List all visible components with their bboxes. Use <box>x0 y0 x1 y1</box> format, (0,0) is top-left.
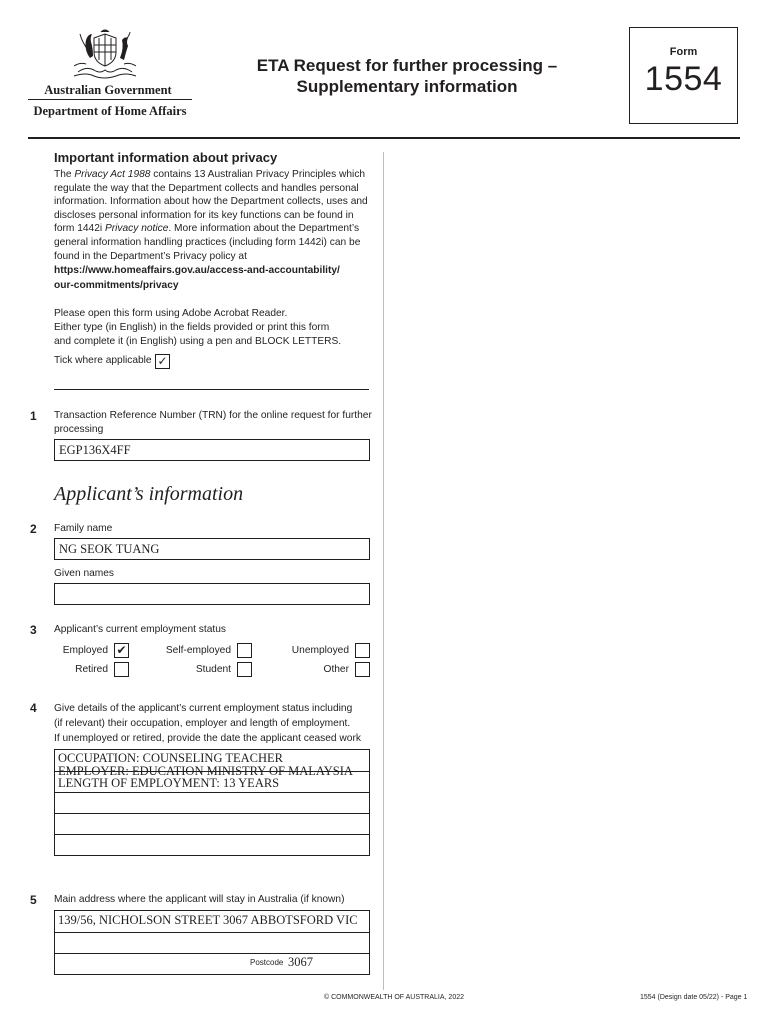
given-names-field[interactable] <box>54 583 370 605</box>
question-1-line1: Transaction Reference Number (TRN) for the online request for further <box>54 410 372 421</box>
family-name-field[interactable]: NG SEOK TUANG <box>54 538 370 560</box>
trn-field[interactable]: EGP136X4FF <box>54 439 370 461</box>
coat-of-arms-logo <box>64 28 146 82</box>
section-divider <box>54 389 369 390</box>
question-1-line2: processing <box>54 423 104 435</box>
privacy-paragraph <box>54 168 376 263</box>
form-title-line1: ETA Request for further processing – <box>256 56 558 75</box>
privacy-url-line1[interactable]: https://www.homeaffairs.gov.au/access-and-accountability/ <box>54 265 340 276</box>
student-label: Student <box>195 664 231 675</box>
question-4-number: 4 <box>30 701 37 715</box>
privacy-text-b: contains 13 Australian Privacy Principles which regulate the way that the Department collects and handles personal information. Information about how the Department collects, uses and discloses personal information for its key functions can be found in form 1442i <box>54 169 368 235</box>
postcode-label: Postcode <box>250 958 284 967</box>
instruction-line3: and complete it (in English) using a pen and BLOCK LETTERS. <box>54 335 342 347</box>
question-5-number: 5 <box>30 893 37 907</box>
privacy-notice-title: Privacy notice <box>104 223 169 235</box>
other-label: Other <box>323 664 349 675</box>
unemployed-checkbox[interactable] <box>355 643 370 658</box>
instruction-line2: Either type (in English) in the fields provided or print this form <box>54 321 330 333</box>
postcode-row[interactable] <box>55 953 369 974</box>
privacy-text-a: The <box>54 169 75 180</box>
form-instructions <box>54 307 376 348</box>
header-divider <box>28 137 740 139</box>
question-4-line1: Give details of the applicant’s current employment status including <box>54 703 353 714</box>
details-line1: OCCUPATION: COUNSELING TEACHER <box>58 751 284 765</box>
page-info: 1554 (Design date 05/22) - Page 1 <box>640 994 748 1001</box>
copyright-notice: © COMMONWEALTH OF AUSTRALIA, 2022 <box>324 994 464 1001</box>
government-name: Australian Government <box>44 83 172 97</box>
privacy-policy-link[interactable] <box>54 264 376 293</box>
privacy-url-line2[interactable]: our-commitments/privacy <box>54 279 179 291</box>
details-row[interactable] <box>55 792 369 813</box>
details-line2: EMPLOYER: EDUCATION MINISTRY OF MALAYSIA <box>58 763 353 778</box>
details-line3: LENGTH OF EMPLOYMENT: 13 YEARS <box>58 776 280 790</box>
self-employed-checkbox[interactable] <box>237 643 252 658</box>
section-title: Applicant’s information <box>54 483 244 505</box>
question-4-line3: If unemployed or retired, provide the date the applicant ceased work <box>54 733 361 744</box>
form-number: 1554 <box>644 60 723 98</box>
question-4-label <box>54 701 374 746</box>
question-2-number: 2 <box>30 522 37 536</box>
form-label: Form <box>669 46 698 58</box>
other-checkbox[interactable] <box>355 662 370 677</box>
employment-status-label: Applicant’s current employment status <box>54 624 226 635</box>
tick-example-box: ✓ <box>155 354 170 369</box>
question-3-number: 3 <box>30 623 37 637</box>
address-value: 139/56, NICHOLSON STREET 3067 ABBOTSFORD VIC <box>58 913 358 927</box>
address-row[interactable] <box>55 932 369 953</box>
family-name-label: Family name <box>54 523 113 534</box>
given-names-label: Given names <box>54 568 115 579</box>
employed-label: Employed <box>62 645 108 656</box>
employed-checkbox[interactable]: ✔ <box>114 643 129 658</box>
employment-details-text <box>58 752 353 790</box>
column-divider <box>383 152 384 990</box>
form-title-line2: Supplementary information <box>296 77 518 96</box>
department-name: Department of Home Affairs <box>33 104 187 118</box>
privacy-text-c: . More information about the Department’s general information handling practices (including form 1442i) can be found in the Department’s Privacy policy at <box>54 223 361 262</box>
question-1-label <box>54 409 374 437</box>
details-row[interactable] <box>55 834 369 855</box>
privacy-act-title: Privacy Act 1988 <box>74 169 151 180</box>
logo-divider <box>28 99 192 100</box>
question-4-line2: (if relevant) their occupation, employer and length of employment. <box>54 718 351 729</box>
instruction-line1: Please open this form using Adobe Acrobat Reader. <box>54 308 288 319</box>
student-checkbox[interactable] <box>237 662 252 677</box>
retired-checkbox[interactable] <box>114 662 129 677</box>
address-label: Main address where the applicant will stay in Australia (if known) <box>54 894 345 905</box>
self-employed-label: Self-employed <box>165 645 231 656</box>
details-row[interactable] <box>55 813 369 834</box>
unemployed-label: Unemployed <box>291 645 349 656</box>
tick-instruction: Tick where applicable <box>54 355 152 366</box>
question-1-number: 1 <box>30 409 37 423</box>
postcode-value[interactable]: 3067 <box>288 955 313 969</box>
retired-label: Retired <box>75 664 108 675</box>
form-title <box>232 55 582 97</box>
privacy-heading: Important information about privacy <box>54 150 278 165</box>
